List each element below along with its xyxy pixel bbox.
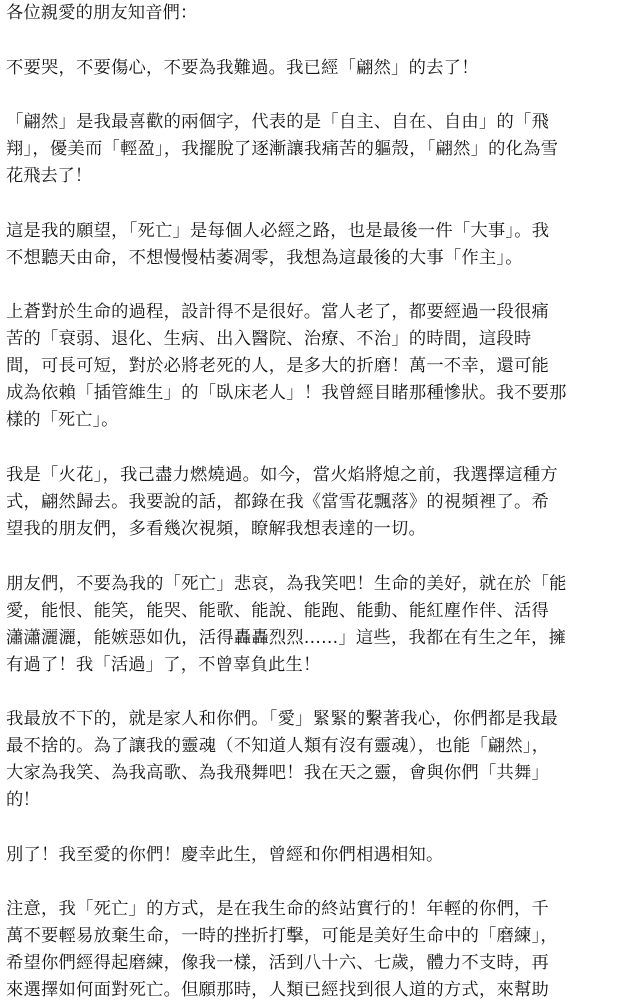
paragraph-gap	[6, 82, 632, 110]
paragraph-line: 注意，我「死亡」的方式，是在我生命的終站實行的！年輕的你們，千	[6, 899, 550, 920]
paragraph-gap	[6, 679, 632, 707]
paragraph-line: 苦的「衰弱、退化、生病、出入醫院、治療、不治」的時間，這段時	[6, 329, 532, 350]
paragraph-gap	[6, 272, 632, 300]
paragraph	[6, 55, 632, 82]
paragraph-line: 不要哭，不要傷心，不要為我難過。我已經「翩然」的去了！	[6, 57, 479, 78]
paragraph	[6, 571, 632, 679]
paragraph-line: 大家為我笑、為我高歌、為我飛舞吧！我在天之靈，會與你們「共舞」	[6, 763, 550, 784]
paragraph-line: 上蒼對於生命的過程，設計得不是很好。當人老了，都要經過一段很痛	[6, 302, 550, 323]
paragraph-line: 瀟瀟灑灑，能嫉惡如仇，活得轟轟烈烈......」這些，我都在有生之年，擁	[6, 627, 567, 648]
paragraph-line: 我最放不下的，就是家人和你們。「愛」緊緊的繫著我心，你們都是我最	[6, 709, 558, 730]
paragraph	[6, 299, 632, 434]
letter-body	[6, 0, 632, 1004]
paragraph-line: 來選擇如何面對死亡。但願那時，人類已經找到很人道的方式，來幫助	[6, 980, 550, 1001]
paragraph	[6, 706, 632, 814]
paragraph	[6, 842, 632, 869]
paragraph-gap	[6, 543, 632, 571]
paragraph	[6, 462, 632, 543]
paragraph	[6, 896, 632, 1004]
paragraph-line: 朋友們，不要為我的「死亡」悲哀，為我笑吧！生命的美好，就在於「能	[6, 573, 567, 594]
paragraph-gap	[6, 27, 632, 55]
paragraph-line: 的！	[6, 790, 40, 811]
paragraph-line: 愛，能恨、能笑，能哭、能歌、能說、能跑、能動、能紅塵作伴、活得	[6, 600, 550, 621]
paragraph-line: 不想聽天由命，不想慢慢枯萎凋零，我想為這最後的大事「作主」。	[6, 247, 523, 268]
paragraph-line: 我是「火花」，我己盡力燃燒過。如今，當火焰將熄之前，我選擇這種方	[6, 464, 558, 485]
paragraph-line: 有過了！我「活過」了，不曾辜負此生！	[6, 654, 321, 675]
paragraph	[6, 109, 632, 190]
paragraph-line: 別了！我至愛的你們！慶幸此生，曾經和你們相遇相知。	[6, 844, 444, 865]
paragraph-gap	[6, 869, 632, 897]
paragraph-line: 花飛去了！	[6, 166, 92, 187]
paragraph-gap	[6, 434, 632, 462]
paragraph-line: 樣的「死亡」。	[6, 410, 119, 431]
paragraph-line: 望我的朋友們，多看幾次視頻，瞭解我想表達的一切。	[6, 518, 426, 539]
paragraph-line: 萬不要輕易放棄生命，一時的挫折打擊，可能是美好生命中的「磨練」，	[6, 926, 558, 947]
paragraph-line: 這是我的願望，「死亡」是每個人必經之路，也是最後一件「大事」。我	[6, 220, 550, 241]
paragraph-line: 翔」，優美而「輕盈」，我擺脫了逐漸讓我痛苦的軀殼，「翩然」的化為雪	[6, 139, 559, 160]
paragraph-gap	[6, 190, 632, 218]
salutation: 各位親愛的朋友知音們：	[6, 3, 198, 23]
paragraph-line: 最不捨的。為了讓我的靈魂（不知道人類有沒有靈魂），也能「翩然」，	[6, 736, 550, 757]
paragraph	[6, 218, 632, 272]
paragraph-line: 成為依賴「插管維生」的「臥床老人」！我曾經目睹那種慘狀。我不要那	[6, 383, 567, 404]
paragraph-line: 間，可長可短，對於必將老死的人，是多大的折磨！萬一不幸，還可能	[6, 356, 550, 377]
paragraph-line: 式，翩然歸去。我要說的話，都錄在我《當雪花飄落》的視頻裡了。希	[6, 491, 550, 512]
paragraph-line: 「翩然」是我最喜歡的兩個字，代表的是「自主、自在、自由」的「飛	[6, 112, 550, 133]
paragraph-gap	[6, 814, 632, 842]
paragraph-line: 希望你們經得起磨練，像我一樣，活到八十六、七歲，體力不支時，再	[6, 953, 550, 974]
